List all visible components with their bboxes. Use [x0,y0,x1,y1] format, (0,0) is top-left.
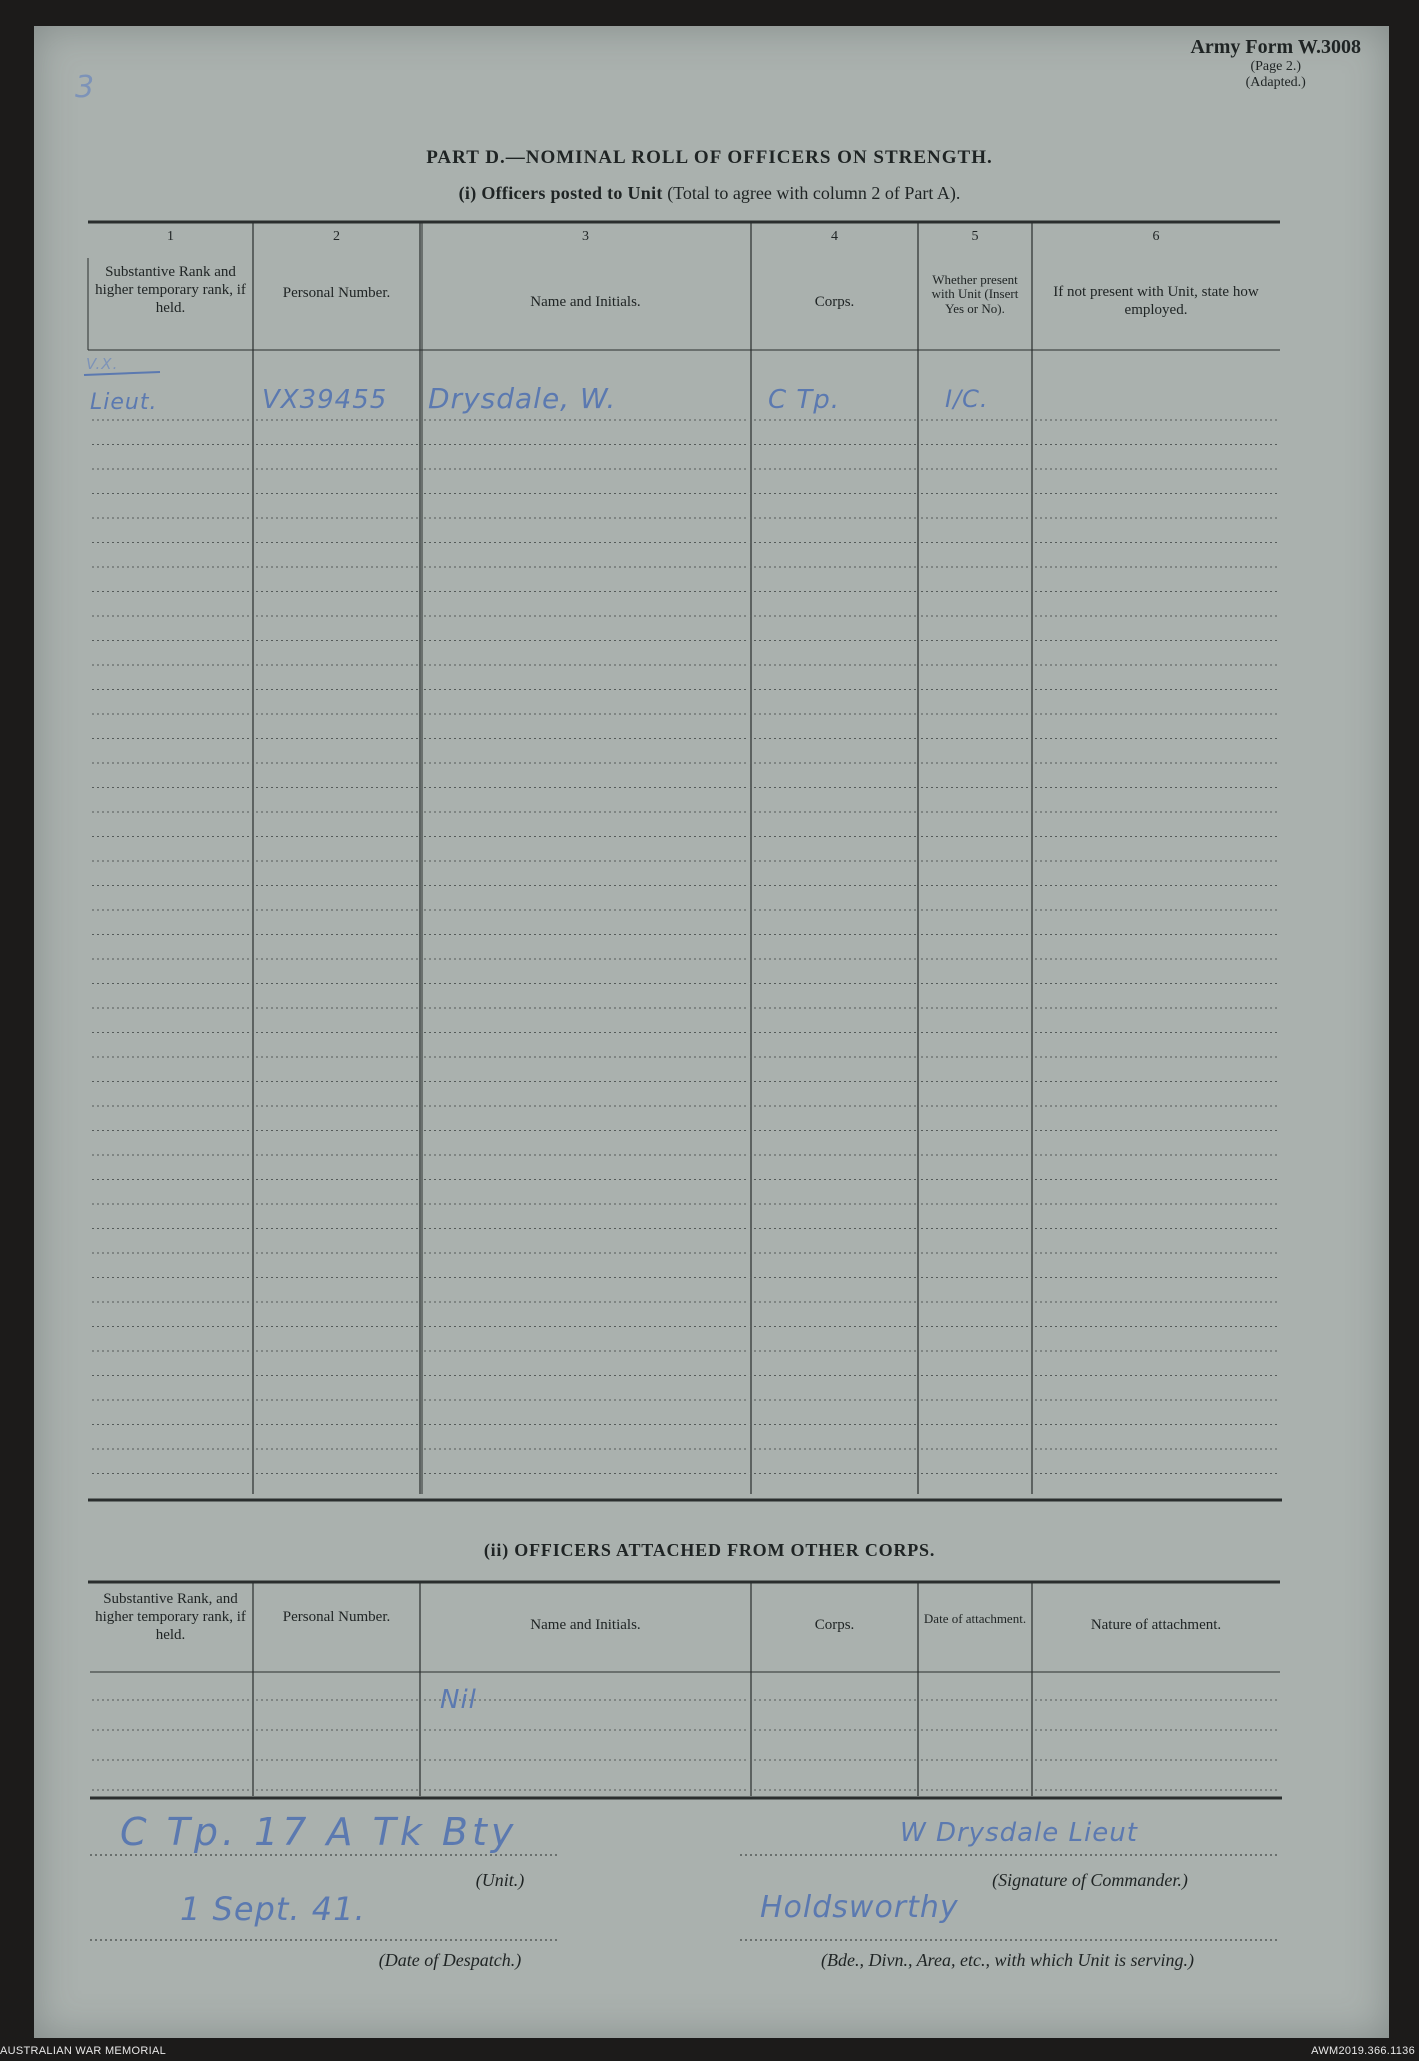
attached-entry-nil: Nil [440,1685,477,1715]
header-personal-number: Personal Number. [282,285,391,301]
attached-header-name: Name and Initials. [530,1617,641,1633]
section1-title [0,183,1419,204]
section2-title: (ii) OFFICERS ATTACHED FROM OTHER CORPS. [483,1540,936,1560]
column-number-2: 2 [333,229,340,244]
attached-header-rank: Substantive Rank, and higher temporary rank, if held. [95,1591,246,1643]
signature-label: (Signature of Commander.) [992,1870,1188,1890]
attached-header-date: Date of attachment. [923,1611,1027,1626]
section1-title-bold: (i) Officers posted to Unit [458,183,663,203]
unit-label: (Unit.) [475,1870,525,1890]
entry-rank-struck: V.X. [86,355,119,373]
entry-present: I/C. [945,385,989,413]
header-corps: Corps. [814,294,855,310]
section1-title-rest: (Total to agree with column 2 of Part A). [662,183,961,203]
column-number-1: 1 [167,229,174,244]
form-page-number: (Page 2.) [1250,59,1301,74]
page-mark: 3 [75,70,96,105]
column-number-4: 4 [831,229,838,244]
area-label: (Bde., Divn., Area, etc., with which Unit is serving.) [821,1950,1194,1970]
area-value: Holdsworthy [760,1890,959,1925]
column-number-6: 6 [1152,229,1160,244]
entry-personal-number: VX39455 [262,385,388,415]
header-employment: If not present with Unit, state how employed. [1053,284,1259,318]
header-rank: Substantive Rank and higher temporary rank, if held. [95,264,246,316]
attached-header-nature: Nature of attachment. [1090,1617,1222,1633]
attached-header-personal-number: Personal Number. [282,1609,391,1625]
column-number-3: 3 [582,229,589,244]
date-label: (Date of Despatch.) [378,1950,522,1970]
entry-rank: Lieut. [90,390,158,415]
form-identifier [1190,36,1361,91]
attached-header-corps: Corps. [814,1617,855,1633]
header-name: Name and Initials. [530,294,641,310]
unit-value: C Tp. 17 A Tk Bty [120,1810,518,1854]
signature-value: W Drysdale Lieut [900,1818,1138,1848]
archive-caption-right: AWM2019.366.1136 [1311,2045,1415,2057]
entry-corps: C Tp. [768,385,841,415]
form-adapted-note: (Adapted.) [1245,75,1306,91]
archive-caption-left: AUSTRALIAN WAR MEMORIAL [0,2045,167,2057]
header-present: Whether present with Unit (Insert Yes or No). [931,272,1019,316]
form-number: Army Form W.3008 [1190,36,1361,58]
column-number-5: 5 [971,229,979,244]
date-value: 1 Sept. 41. [180,1890,366,1928]
entry-name: Drysdale, W. [428,382,617,415]
part-title: PART D.—NOMINAL ROLL OF OFFICERS ON STRENGTH. [426,147,993,168]
